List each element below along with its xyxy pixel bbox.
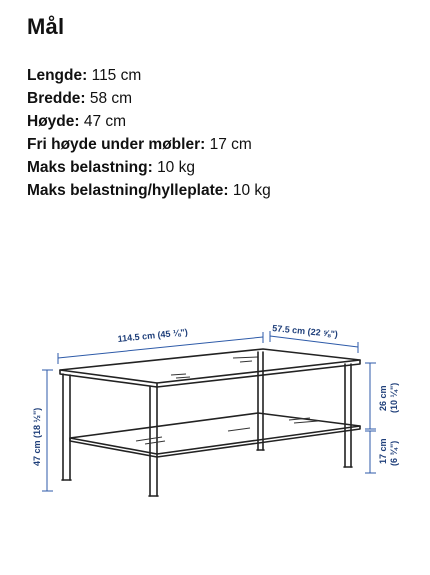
spec-clearance: Fri høyde under møbler: 17 cm	[27, 136, 252, 153]
spec-list	[27, 64, 271, 202]
spec-value: 58 cm	[89, 90, 133, 107]
dimension-diagram	[0, 300, 430, 575]
spec-length: Lengde: 115 cm	[27, 67, 142, 84]
spec-value: 10 kg	[232, 182, 271, 199]
gap-label-cm: 26 cm	[378, 385, 388, 411]
gap-dimension	[365, 363, 399, 429]
spec-value: 17 cm	[209, 136, 252, 153]
clearance-label-in: (6 ¾")	[389, 440, 399, 466]
spec-value: 115 cm	[91, 67, 142, 84]
lower-shelf	[70, 413, 360, 454]
height-dimension	[32, 370, 53, 491]
spec-value: 47 cm	[83, 113, 127, 130]
page-title: Mål	[27, 14, 65, 39]
coffee-table-drawing	[60, 349, 360, 496]
spec-max-load-shelf: Maks belastning/hylleplate: 10 kg	[27, 182, 271, 199]
clearance-label-cm: 17 cm	[378, 438, 388, 464]
spec-max-load: Maks belastning: 10 kg	[27, 159, 195, 176]
width-dimension	[270, 323, 358, 353]
clearance-dimension	[365, 431, 399, 473]
gap-label-in: (10 ¼")	[389, 382, 399, 413]
spec-value: 10 kg	[157, 159, 195, 176]
table-top	[60, 349, 360, 383]
spec-label: Fri høyde under møbler	[27, 136, 201, 153]
spec-label: Maks belastning/hylleplate	[27, 182, 224, 199]
height-label: 47 cm (18 ½")	[32, 407, 42, 466]
spec-label: Maks belastning	[27, 159, 148, 176]
spec-label: Høyde	[27, 113, 75, 130]
spec-label: Bredde	[27, 90, 81, 107]
width-label: 57.5 cm (22 ⅝")	[271, 323, 339, 340]
spec-height: Høyde: 47 cm	[27, 113, 127, 130]
spec-width: Bredde: 58 cm	[27, 90, 133, 107]
length-label: 114.5 cm (45 ⅛")	[117, 326, 189, 344]
spec-label: Lengde	[27, 67, 83, 84]
length-dimension	[58, 327, 263, 364]
